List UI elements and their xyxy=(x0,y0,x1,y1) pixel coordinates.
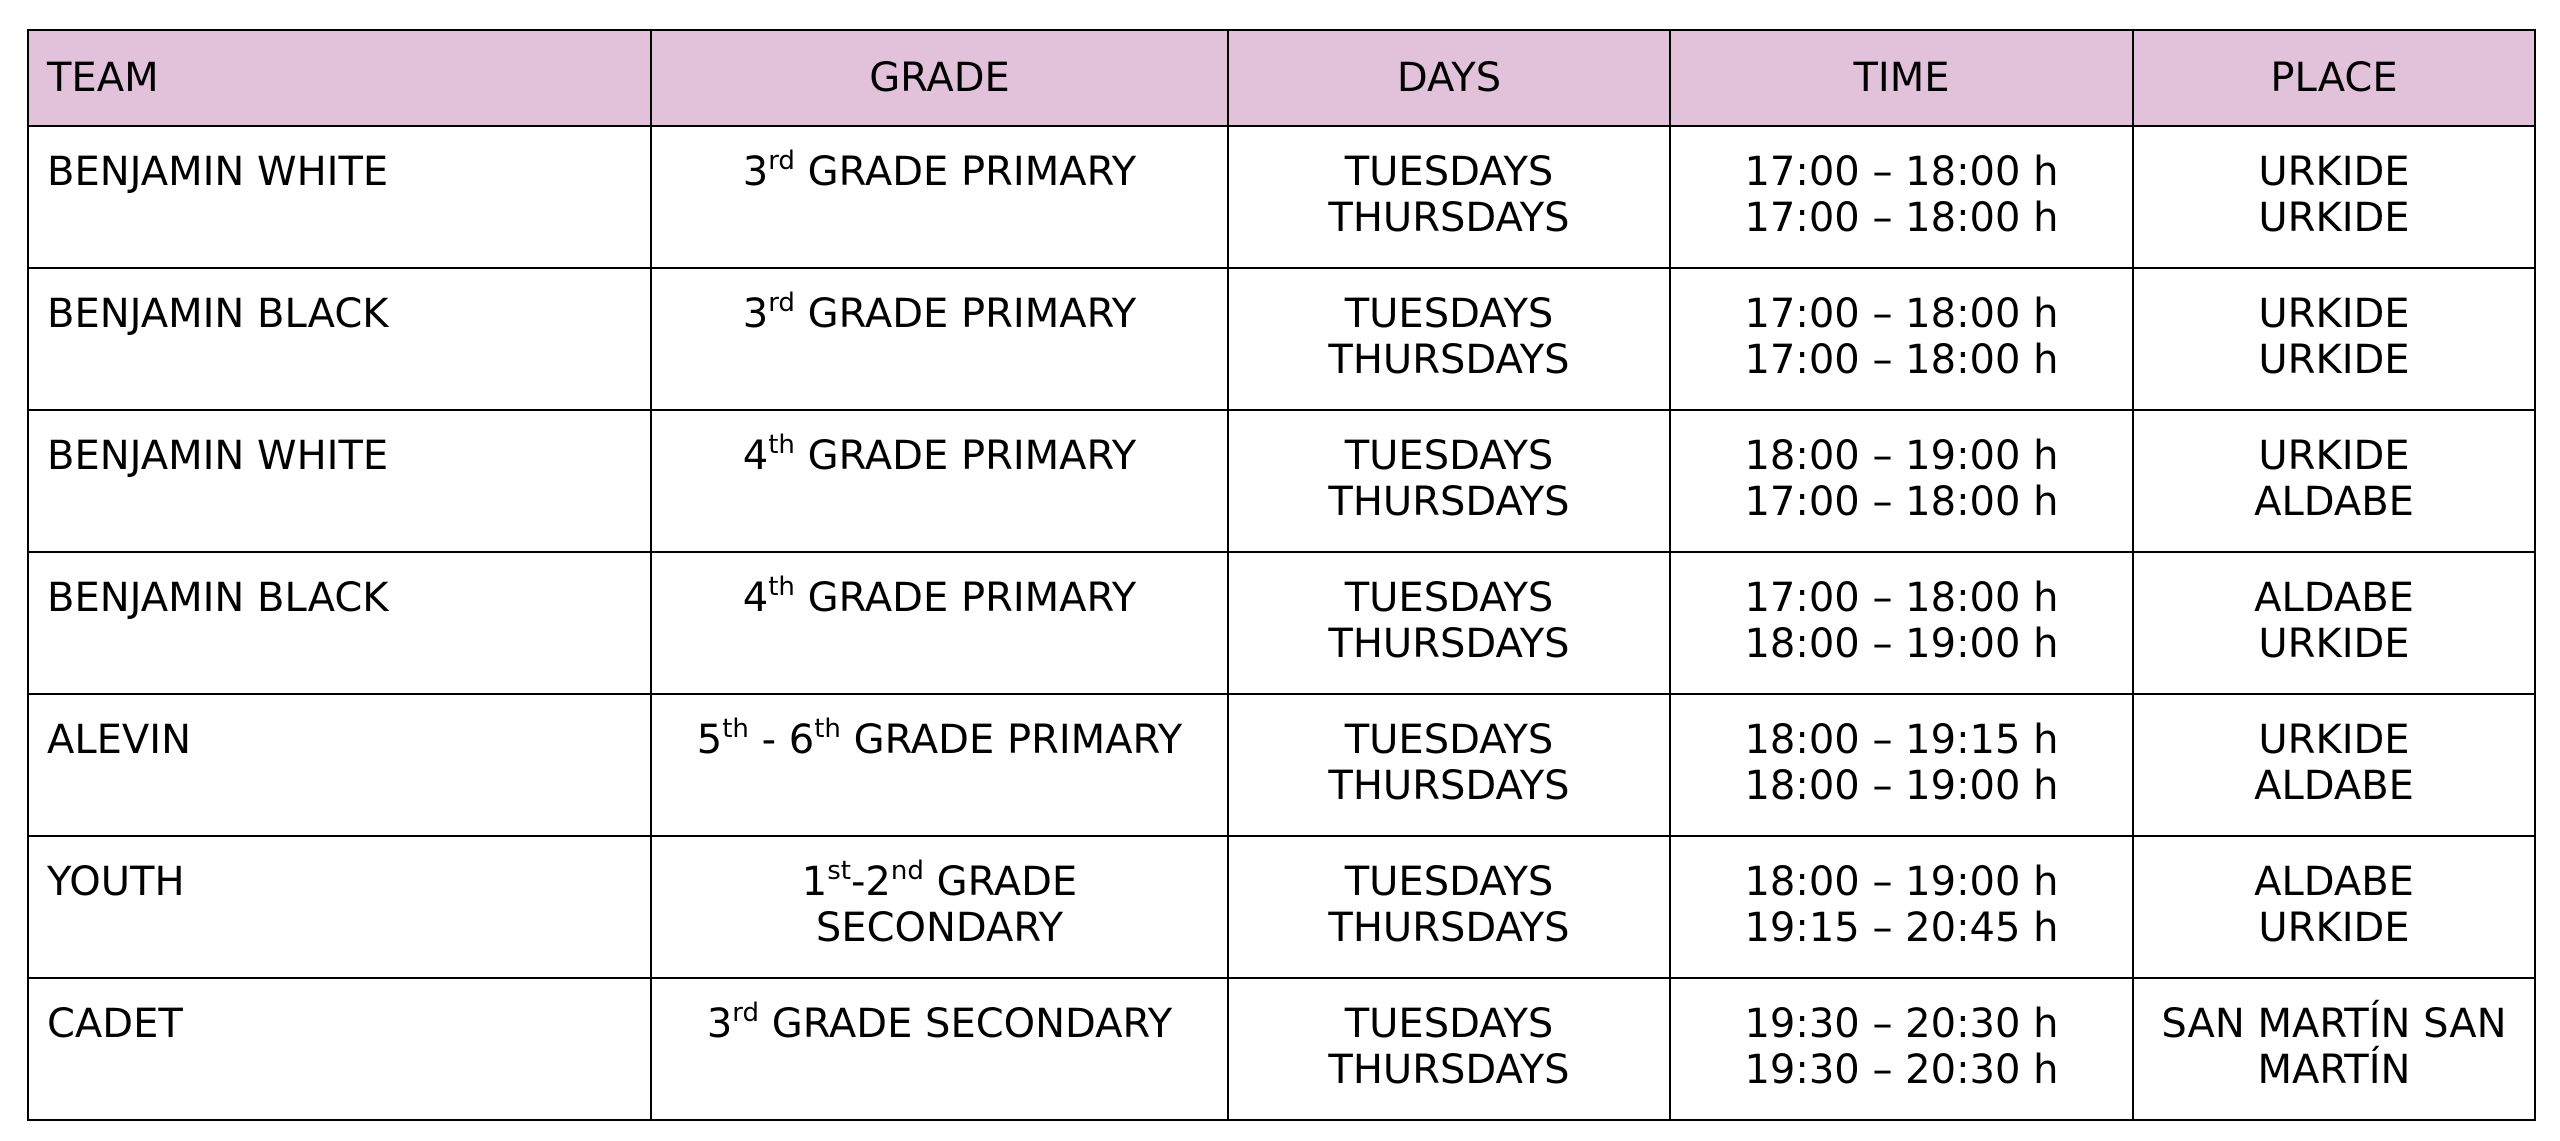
place-value: ALDABE xyxy=(2254,479,2414,525)
table-row xyxy=(28,410,2535,552)
ordinal-suffix: rd xyxy=(768,146,795,176)
time-value: 17:00 – 18:00 h xyxy=(1744,575,2059,621)
place-value: ALDABE xyxy=(2254,859,2414,905)
time-value: 18:00 – 19:00 h xyxy=(1744,859,2059,905)
place-value: MARTÍN xyxy=(2257,1047,2411,1093)
grade-cell xyxy=(651,126,1228,268)
time-value: 17:00 – 18:00 h xyxy=(1744,195,2059,241)
days-cell xyxy=(1228,552,1670,694)
day-value: TUESDAYS xyxy=(1344,1001,1554,1047)
place-cell xyxy=(2133,410,2535,552)
grade-number: 3 xyxy=(706,1001,733,1047)
day-value: THURSDAYS xyxy=(1328,195,1570,241)
grade-line xyxy=(670,856,1209,905)
day-value: THURSDAYS xyxy=(1328,763,1570,809)
place-value: ALDABE xyxy=(2254,763,2414,809)
time-value: 18:00 – 19:00 h xyxy=(1744,763,2059,809)
ordinal-suffix: nd xyxy=(890,856,924,886)
time-cell xyxy=(1670,410,2133,552)
day-value: THURSDAYS xyxy=(1328,905,1570,951)
day-value: TUESDAYS xyxy=(1344,433,1554,479)
grade-number: 5 xyxy=(696,717,723,763)
days-cell xyxy=(1228,836,1670,978)
time-cell xyxy=(1670,126,2133,268)
time-value: 18:00 – 19:00 h xyxy=(1744,621,2059,667)
place-cell xyxy=(2133,978,2535,1120)
place-value: URKIDE xyxy=(2258,717,2410,763)
time-cell xyxy=(1670,978,2133,1120)
grade-text: GRADE PRIMARY xyxy=(794,149,1137,195)
place-value: URKIDE xyxy=(2258,195,2410,241)
grade-line xyxy=(670,288,1209,337)
team-cell: BENJAMIN BLACK xyxy=(28,268,651,410)
place-cell xyxy=(2133,268,2535,410)
grade-cell xyxy=(651,410,1228,552)
grade-cell xyxy=(651,268,1228,410)
day-value: THURSDAYS xyxy=(1328,1047,1570,1093)
place-value: URKIDE xyxy=(2258,905,2410,951)
grade-text: GRADE PRIMARY xyxy=(794,433,1137,479)
days-cell xyxy=(1228,126,1670,268)
grade-text: GRADE PRIMARY xyxy=(794,575,1137,621)
ordinal-suffix: th xyxy=(768,430,795,460)
time-cell xyxy=(1670,694,2133,836)
grade-number: -2 xyxy=(851,859,891,905)
grade-number: 4 xyxy=(742,433,769,479)
table-header-row xyxy=(28,30,2535,126)
table-row xyxy=(28,978,2535,1120)
team-cell: ALEVIN xyxy=(28,694,651,836)
grade-line xyxy=(670,714,1209,763)
days-cell xyxy=(1228,694,1670,836)
time-cell xyxy=(1670,836,2133,978)
time-value: 17:00 – 18:00 h xyxy=(1744,291,2059,337)
table-row xyxy=(28,836,2535,978)
place-value: ALDABE xyxy=(2254,575,2414,621)
day-value: THURSDAYS xyxy=(1328,479,1570,525)
place-value: URKIDE xyxy=(2258,433,2410,479)
ordinal-suffix: th xyxy=(768,572,795,602)
time-value: 17:00 – 18:00 h xyxy=(1744,337,2059,383)
time-value: 17:00 – 18:00 h xyxy=(1744,149,2059,195)
training-schedule-table xyxy=(27,29,2536,1121)
time-value: 19:15 – 20:45 h xyxy=(1744,905,2059,951)
place-cell xyxy=(2133,694,2535,836)
place-cell xyxy=(2133,836,2535,978)
grade-number: 3 xyxy=(742,291,769,337)
time-value: 19:30 – 20:30 h xyxy=(1744,1047,2059,1093)
grade-line xyxy=(670,572,1209,621)
table-row xyxy=(28,552,2535,694)
ordinal-suffix: th xyxy=(722,714,749,744)
column-header-days: DAYS xyxy=(1228,30,1670,126)
column-header-team: TEAM xyxy=(28,30,651,126)
time-cell xyxy=(1670,552,2133,694)
grade-line xyxy=(670,146,1209,195)
column-header-grade: GRADE xyxy=(651,30,1228,126)
days-cell xyxy=(1228,410,1670,552)
place-value: SAN MARTÍN SAN xyxy=(2161,1001,2507,1047)
grade-cell xyxy=(651,836,1228,978)
team-cell: BENJAMIN WHITE xyxy=(28,410,651,552)
grade-number: 4 xyxy=(742,575,769,621)
ordinal-suffix: rd xyxy=(768,288,795,318)
grade-cell xyxy=(651,694,1228,836)
time-value: 18:00 – 19:00 h xyxy=(1744,433,2059,479)
grade-line xyxy=(670,998,1209,1047)
column-header-place: PLACE xyxy=(2133,30,2535,126)
time-value: 19:30 – 20:30 h xyxy=(1744,1001,2059,1047)
place-value: URKIDE xyxy=(2258,291,2410,337)
day-value: THURSDAYS xyxy=(1328,621,1570,667)
day-value: TUESDAYS xyxy=(1344,717,1554,763)
day-value: THURSDAYS xyxy=(1328,337,1570,383)
day-value: TUESDAYS xyxy=(1344,575,1554,621)
grade-text: GRADE xyxy=(923,859,1078,905)
days-cell xyxy=(1228,268,1670,410)
team-cell: CADET xyxy=(28,978,651,1120)
place-cell xyxy=(2133,552,2535,694)
table-row xyxy=(28,126,2535,268)
day-value: TUESDAYS xyxy=(1344,149,1554,195)
grade-cell xyxy=(651,552,1228,694)
table-row xyxy=(28,268,2535,410)
time-cell xyxy=(1670,268,2133,410)
ordinal-suffix: st xyxy=(827,856,851,886)
grade-text: GRADE PRIMARY xyxy=(794,291,1137,337)
ordinal-suffix: th xyxy=(814,714,841,744)
column-header-time: TIME xyxy=(1670,30,2133,126)
days-cell xyxy=(1228,978,1670,1120)
place-value: URKIDE xyxy=(2258,621,2410,667)
place-cell xyxy=(2133,126,2535,268)
day-value: TUESDAYS xyxy=(1344,291,1554,337)
place-value: URKIDE xyxy=(2258,337,2410,383)
grade-line-2: SECONDARY xyxy=(815,905,1064,951)
grade-cell xyxy=(651,978,1228,1120)
grade-number: 3 xyxy=(742,149,769,195)
ordinal-suffix: rd xyxy=(732,998,760,1028)
grade-text: GRADE PRIMARY xyxy=(840,717,1183,763)
grade-text: GRADE SECONDARY xyxy=(759,1001,1173,1047)
team-cell: BENJAMIN WHITE xyxy=(28,126,651,268)
grade-line xyxy=(670,430,1209,479)
place-value: URKIDE xyxy=(2258,149,2410,195)
team-cell: BENJAMIN BLACK xyxy=(28,552,651,694)
grade-number: - 6 xyxy=(748,717,815,763)
team-cell: YOUTH xyxy=(28,836,651,978)
time-value: 18:00 – 19:15 h xyxy=(1744,717,2059,763)
day-value: TUESDAYS xyxy=(1344,859,1554,905)
table-row xyxy=(28,694,2535,836)
time-value: 17:00 – 18:00 h xyxy=(1744,479,2059,525)
grade-number: 1 xyxy=(801,859,828,905)
